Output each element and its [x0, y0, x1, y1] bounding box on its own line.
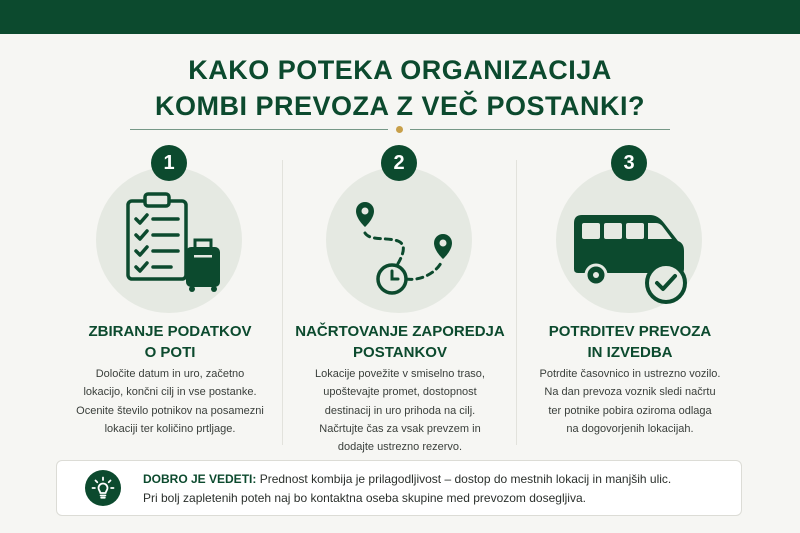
title-line-2: KOMBI PREVOZA Z VEČ POSTANKI? — [154, 91, 646, 121]
step-1-description — [50, 365, 290, 438]
step-3-description — [510, 365, 750, 438]
tip-label: DOBRO JE VEDETI: — [143, 472, 257, 486]
tip-text-line-2: Pri bolj zapletenih poteh naj bo kontaktna oseba skupine med prevozom dosegljiva. — [143, 491, 586, 505]
lightbulb-icon — [85, 470, 121, 506]
step-1-title-line: O POTI — [144, 344, 196, 361]
title-divider-left — [130, 129, 388, 130]
step-3-desc-line: Potrdite časovnico in ustrezno vozilo. — [539, 368, 721, 380]
step-3-desc-line: ter potnike pobira oziroma odlaga — [548, 404, 712, 417]
step-1-desc-line: Ocenite število potnikov na posamezni — [76, 404, 264, 417]
step-3-icon-circle — [556, 167, 702, 313]
step-3-desc-line: na dogovorjenih lokacijah. — [566, 422, 694, 435]
step-1-number-badge: 1 — [151, 145, 187, 181]
step-1-desc-line: lokacijo, končni cilj in vse postanke. — [83, 386, 257, 399]
step-1-icon-circle — [96, 167, 242, 313]
step-1-desc-line: lokaciji ter količino prtljage. — [104, 422, 236, 435]
step-3-title — [510, 321, 750, 363]
step-2-title — [280, 321, 520, 363]
title-divider-dot — [396, 126, 403, 133]
page-title — [0, 52, 800, 124]
step-3-number-badge: 3 — [611, 145, 647, 181]
step-2-desc-line: destinacij in uro prihoda na cilj. — [324, 404, 476, 417]
step-3-title-line: IN IZVEDBA — [587, 344, 673, 361]
step-2-icon-circle — [326, 167, 472, 313]
step-1-title — [50, 321, 290, 363]
route-pins-clock-icon — [326, 167, 472, 313]
step-3-title-line: POTRDITEV PREVOZA — [548, 323, 712, 340]
step-2-number-badge: 2 — [381, 145, 417, 181]
step-2-desc-line: dodajte ustrezno rezervo. — [337, 441, 463, 454]
van-checkmark-icon — [556, 167, 702, 313]
step-2-desc-line: Lokacije povežite v smiselno traso, — [315, 368, 485, 380]
title-line-1: KAKO POTEKA ORGANIZACIJA — [188, 55, 612, 85]
tip-line-1-text: Prednost kombija je prilagodljivost – dostop do mestnih lokacij in manjših ulic. — [259, 472, 672, 486]
step-2-desc-line: upoštevajte promet, dostopnost — [323, 386, 477, 399]
step-2-desc-line: Načrtujte čas za vsak prevzem in — [319, 422, 481, 435]
tip-box — [56, 460, 742, 516]
step-3-desc-line: Na dan prevoza voznik sledi načrtu — [544, 386, 716, 399]
step-1-title-line: ZBIRANJE PODATKOV — [88, 323, 252, 340]
step-2-title-line: POSTANKOV — [353, 344, 447, 361]
step-2-description — [280, 365, 520, 456]
step-1-desc-line: Določite datum in uro, začetno — [95, 368, 245, 380]
tip-text-line-1 — [143, 470, 671, 488]
clipboard-checklist-luggage-icon — [96, 167, 242, 313]
step-2-title-line: NAČRTOVANJE ZAPOREDJA — [295, 323, 505, 340]
title-divider-right — [410, 129, 670, 130]
top-banner — [0, 0, 800, 34]
